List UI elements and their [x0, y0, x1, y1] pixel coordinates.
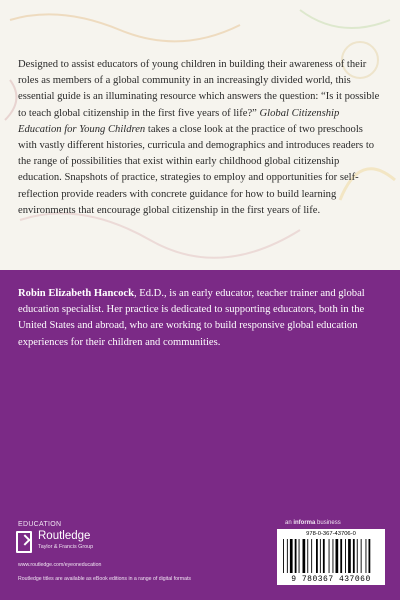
description-text-1: Designed to assist educators of young children in building their awareness of their roles as members of a global community in an increasingly divided world, this essential guide is an illuminating resource which answers the question: “Is it possible to teach global citizenship in the first five years of life?” — [18, 59, 380, 119]
publisher-logo — [16, 530, 176, 566]
book-title-italic: Global Citizenship Education for Young Children — [18, 107, 340, 135]
cover-bottom-panel — [0, 270, 400, 600]
author-bio — [18, 286, 384, 351]
author-bio-text: , Ed.D., is an early educator, teacher trainer and global education specialist. Her practice is dedicated to supporting educators, both in the United States and abroad, who are working to build responsive global education experiences for their children and communities. — [18, 288, 365, 348]
publisher-group: Taylor & Francis Group — [38, 544, 94, 550]
informa-brand: informa — [293, 520, 316, 526]
publisher-name: Routledge — [38, 530, 91, 542]
description-text-2: takes a close look at the practice of two preschools with vastly different histories, curricula and demographics and introduces readers to the range of possibilities that exist within early childhood global citizenship education. Snapshots of practice, strategies to employ and opportunities for self-reflection provide readers with concrete guidance for how to build learning environments that encourage global citizenship in the first years of life. — [18, 123, 375, 216]
book-description — [18, 57, 384, 219]
barcode-number: 9 780367 437060 — [291, 575, 371, 584]
author-name: Robin Elizabeth Hancock — [18, 288, 134, 299]
routledge-logo-icon — [16, 531, 32, 553]
informa-business-label: an informa business — [285, 520, 341, 526]
isbn-label: 978-0-367-43706-0 — [306, 531, 356, 537]
barcode-icon — [281, 539, 381, 575]
cover-top-panel — [0, 0, 400, 270]
ebook-note: Routledge titles are available as eBook editions in a range of digital formats — [18, 576, 192, 582]
isbn-barcode — [277, 529, 385, 585]
publisher-url: www.routledge.com/eyeoneducation — [18, 562, 102, 568]
category-label: EDUCATION — [18, 521, 62, 528]
